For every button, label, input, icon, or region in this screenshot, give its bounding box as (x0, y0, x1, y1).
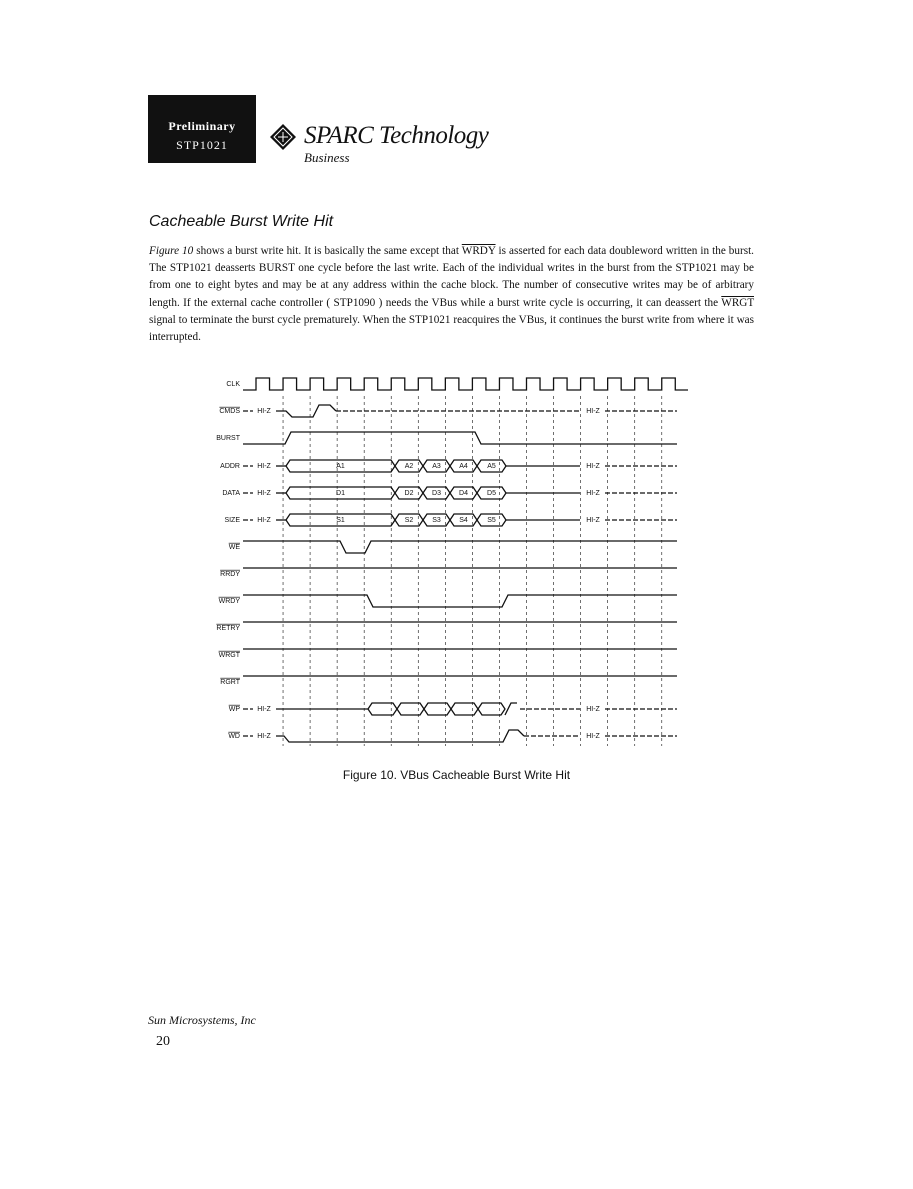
cmds-hiz-label: HI-Z (257, 407, 271, 415)
wp-hiz-label: HI-Z (257, 705, 271, 713)
clk-waveform (243, 378, 688, 390)
addr-value: A1 (336, 462, 345, 470)
badge-status: Preliminary (168, 119, 236, 133)
addr-value: A3 (432, 462, 441, 470)
data-hiz-label: HI-Z (257, 489, 271, 497)
wp-transition (505, 703, 517, 715)
size-hiz-label: HI-Z (257, 516, 271, 524)
cmds-hiz-label: HI-Z (586, 407, 600, 415)
data-value: D5 (487, 489, 496, 497)
signal-label: SIZE (224, 516, 240, 524)
size-value: S4 (459, 516, 468, 524)
size-value: S2 (404, 516, 414, 524)
size-value: S5 (487, 516, 496, 524)
wp-bus-segment (424, 703, 451, 715)
page-number: 20 (156, 1034, 170, 1049)
paragraph-text-1: shows a burst write hit. It is basically the same except that (193, 245, 462, 257)
size-hiz-label: HI-Z (586, 516, 600, 524)
data-value: D1 (336, 489, 345, 497)
footer-company: Sun Microsystems, Inc (148, 1013, 256, 1027)
signal-label: RGRT (220, 678, 240, 686)
wp-bus-segment (397, 703, 424, 715)
signal-label: CLK (226, 380, 240, 388)
signal-label: WP (228, 705, 240, 713)
size-value: S3 (432, 516, 441, 524)
logo-name: SPARC Technology (304, 122, 489, 149)
signal-label: WE (228, 543, 240, 551)
signal-label: DATA (222, 489, 240, 497)
data-value: D2 (404, 489, 414, 497)
size-value: S1 (336, 516, 345, 524)
signal-label: WRGT (218, 651, 240, 659)
wp-hiz-label: HI-Z (586, 705, 600, 713)
signal-label: BURST (216, 434, 240, 442)
logo-subtitle: Business (304, 150, 350, 165)
addr-hiz-label: HI-Z (257, 462, 271, 470)
wp-bus-segment (478, 703, 505, 715)
signal-label: RETRY (216, 624, 240, 632)
signal-label: WD (228, 732, 240, 740)
figure-caption: Figure 10. VBus Cacheable Burst Write Hit (342, 768, 571, 782)
data-hiz-label: HI-Z (586, 489, 600, 497)
paragraph-text-2: is asserted for each data doubleword written in the burst. The STP1021 deasserts BURST one cycle before the last write. Each of the individual writes in the burst from the STP1021 may be from one to eight bytes and may be at any address within the cache block. The number of consecutive writes may be of arbitrary length. If the external cache controller ( STP1090 ) needs the VBus while a burst write cycle is occurring, it can deassert the (149, 245, 754, 309)
wp-bus-segment (451, 703, 478, 715)
signal-wrdy: WRDY (461, 245, 496, 257)
signal-label: ADDR (220, 462, 240, 470)
figure-reference: Figure 10 (149, 245, 194, 257)
wd-hiz-label: HI-Z (257, 732, 271, 740)
addr-value: A5 (487, 462, 496, 470)
cmds-waveform (276, 405, 336, 417)
addr-value: A2 (404, 462, 414, 470)
wrdy-waveform (243, 595, 677, 607)
addr-value: A4 (459, 462, 468, 470)
signal-label: RRDY (220, 570, 240, 578)
paragraph-text-3: signal to terminate the burst cycle prematurely. When the STP1021 reacquires the VBus, it continues the burst write from where it was interrupted. (149, 313, 754, 344)
burst-waveform (243, 432, 677, 444)
wp-bus-segment (368, 703, 397, 715)
wd-hiz-label: HI-Z (586, 732, 600, 740)
data-value: D3 (432, 489, 441, 497)
badge-part-number: STP1021 (176, 138, 228, 152)
signal-wrgt: WRGT (721, 296, 754, 309)
signal-label: WRDY (218, 597, 240, 605)
data-value: D4 (459, 489, 468, 497)
section-heading: Cacheable Burst Write Hit (149, 213, 334, 230)
wd-waveform (276, 730, 524, 742)
we-waveform (243, 541, 677, 553)
addr-hiz-label: HI-Z (586, 462, 600, 470)
signal-label: CMDS (219, 407, 240, 415)
